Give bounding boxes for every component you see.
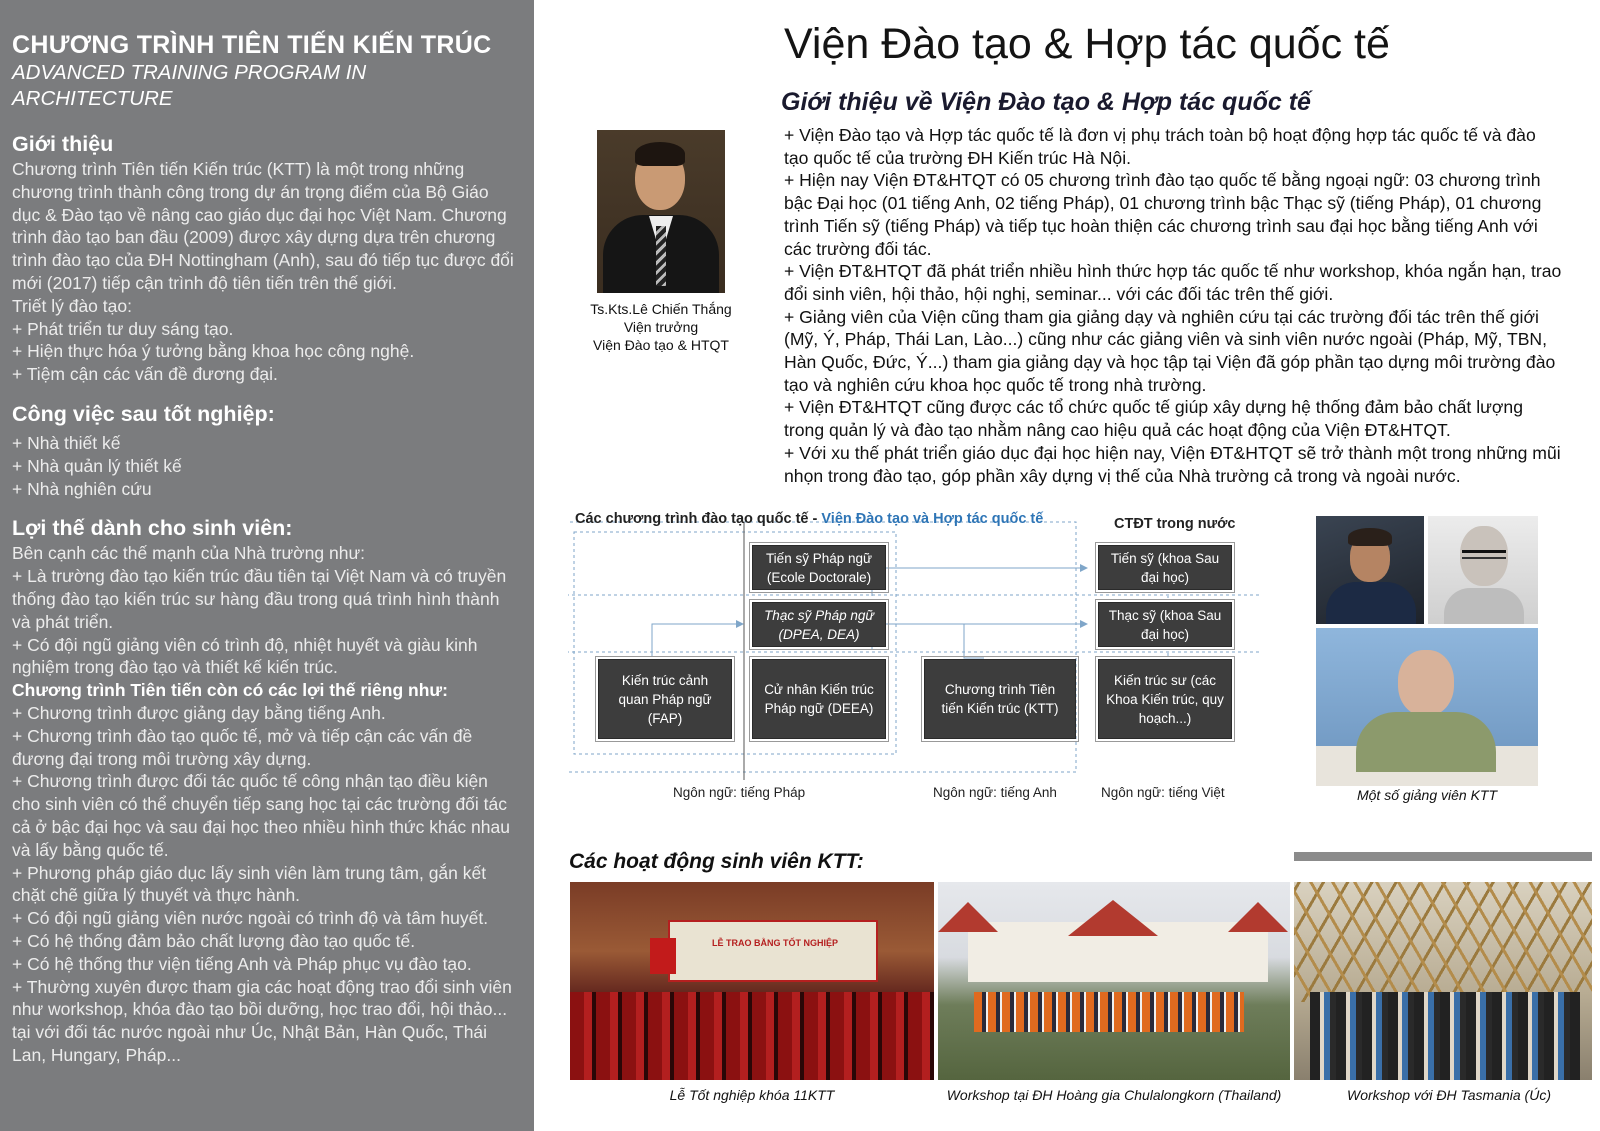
specific-heading: Chương trình Tiên tiến còn có các lợi thế riêng như: — [12, 680, 448, 701]
language-vietnamese: Ngôn ngữ: tiếng Việt — [1101, 785, 1225, 800]
language-english: Ngôn ngữ: tiếng Anh — [933, 785, 1057, 800]
box-deea: Cử nhân Kiến trúc Pháp ngữ (DEEA) — [752, 659, 886, 739]
advantage-item: Bên cạnh các thế mạnh của Nhà trường như: — [12, 543, 366, 564]
language-french: Ngôn ngữ: tiếng Pháp — [673, 785, 806, 800]
activities-title: Các hoạt động sinh viên KTT: — [569, 850, 864, 873]
programs-diagram — [568, 508, 1268, 808]
career-item: + Nhà nghiên cứu — [12, 478, 152, 499]
program-title-en: ADVANCED TRAINING PROGRAM IN ARCHITECTURE — [12, 61, 367, 110]
institute-intro — [784, 124, 1564, 487]
photo-caption: Lễ Tốt nghiệp khóa 11KTT — [669, 1087, 835, 1103]
graduation-photo — [570, 882, 934, 1080]
philosophy-line: + Phát triển tư duy sáng tạo. — [12, 318, 234, 339]
intro-paragraph: + Viện ĐT&HTQT cũng được các tổ chức quốc tế giúp xây dựng hệ thống đảm bảo chất lượng trong quản lý và đào tạo nhằm nâng cao hiệu quả các hoạt động của Viện ĐT&HTQT. — [784, 397, 1523, 441]
intro-paragraph: + Với xu thế phát triển giáo dục đại học hiện nay, Viện ĐT&HTQT sẽ trở thành một trong những mũi nhọn trong đào tạo, góp phần xây dựng vị thế của Nhà trường cả trong và ngoài nước. — [784, 442, 1561, 486]
box-phd-domestic: Tiến sỹ (khoa Sau đại học) — [1098, 545, 1232, 590]
lecturer-photo — [1316, 628, 1538, 786]
portrait-caption-org: Viện Đào tạo & HTQT — [593, 337, 729, 353]
intro-heading: Giới thiệu — [12, 132, 114, 156]
diagram-title-text: Các chương trình đào tạo quốc tế - — [575, 511, 822, 527]
advantages-heading: Lợi thế dành cho sinh viên: — [12, 516, 293, 541]
diagram-title — [575, 511, 1043, 527]
portrait-caption — [576, 300, 746, 354]
careers-heading: Công việc sau tốt nghiệp: — [12, 401, 275, 426]
workshop-tasmania-photo — [1294, 882, 1592, 1080]
advantage-item: + Có đội ngũ giảng viên có trình độ, nhiệt huyết và giàu kinh nghiệm trong đào tạo và thiết kế kiến trúc. — [12, 634, 478, 678]
lecturers-photos — [1316, 516, 1538, 786]
advantage-item: + Là trường đào tạo kiến trúc đầu tiên tại Việt Nam và có truyền thống đào tạo kiến trúc sư hàng đầu trong quá trình hình thành và phát triển. — [12, 566, 507, 632]
photo-caption: Workshop tại ĐH Hoàng gia Chulalongkorn (Thailand) — [946, 1087, 1282, 1103]
box-phd-french: Tiến sỹ Pháp ngữ (Ecole Doctorale) — [752, 545, 886, 590]
box-master-french: Thạc sỹ Pháp ngữ (DPEA, DEA) — [752, 602, 886, 647]
specific-item: + Chương trình được đối tác quốc tế công nhận tạo điều kiện cho sinh viên có thể chuyển tiếp sang học tại các trường đối tác cả ở bậc đại học và sau đại học theo nhiều hình thức khác nhau và lấy bằng quốc tế. — [12, 771, 510, 860]
lecturer-photo — [1428, 516, 1538, 624]
specific-item: + Có đội ngũ giảng viên nước ngoài có trình độ và tâm huyết. — [12, 908, 489, 929]
specific-item: + Có hệ thống thư viện tiếng Anh và Pháp phục vụ đào tạo. — [12, 953, 472, 974]
career-item: + Nhà quản lý thiết kế — [12, 455, 182, 476]
philosophy-line: Triết lý đào tạo: — [12, 295, 132, 316]
philosophy-line: + Hiện thực hóa ý tưởng bằng khoa học công nghệ. — [12, 341, 415, 362]
section-subtitle: Giới thiệu về Viện Đào tạo & Hợp tác quốc tế — [781, 88, 1311, 116]
box-ktt: Chương trình Tiên tiến Kiến trúc (KTT) — [924, 659, 1076, 739]
career-item: + Nhà thiết kế — [12, 432, 121, 453]
divider-bar — [1294, 852, 1592, 861]
specific-item: + Chương trình đào tạo quốc tế, mở và tiếp cận các vấn đề đương đại trong môi trường xây dựng. — [12, 725, 473, 769]
specific-item: + Phương pháp giáo dục lấy sinh viên làm trung tâm, gắn kết chặt chẽ giữa lý thuyết và thực hành. — [12, 862, 487, 906]
lecturer-photo — [1316, 516, 1424, 624]
graduation-banner-text: LỄ TRAO BẰNG TỐT NGHIỆP — [712, 938, 838, 948]
box-fap: Kiến trúc cảnh quan Pháp ngữ (FAP) — [598, 659, 732, 739]
page-title: Viện Đào tạo & Hợp tác quốc tế — [784, 20, 1390, 68]
box-master-domestic: Thạc sỹ (khoa Sau đại học) — [1098, 602, 1232, 647]
workshop-thailand-photo — [938, 882, 1290, 1080]
diagram-title-institute: Viện Đào tạo và Hợp tác quốc tế — [821, 511, 1044, 527]
domestic-title: CTĐT trong nước — [1114, 516, 1236, 532]
philosophy-line: + Tiệm cận các vấn đề đương đại. — [12, 364, 278, 385]
program-title-vi: CHƯƠNG TRÌNH TIÊN TIẾN KIẾN TRÚC — [12, 31, 492, 59]
portrait-caption-role: Viện trưởng — [623, 319, 699, 335]
director-portrait — [597, 130, 725, 293]
intro-paragraph: + Viện ĐT&HTQT đã phát triển nhiều hình thức hợp tác quốc tế như workshop, khóa ngắn hạn, trao đổi sinh viên, hội thảo, hội nghị, seminar... với các đối tác trên thế giới. — [784, 261, 1562, 304]
intro-paragraph: + Hiện nay Viện ĐT&HTQT có 05 chương trình đào tạo quốc tế bằng ngoại ngữ: 03 chương trình bậc Đại học (01 tiếng Anh, 02 tiếng Pháp), 01 chương trình bậc Thạc sỹ (tiếng Pháp), 01 chương trình Tiến sỹ (tiếng Pháp) và tiếp tục hoàn thiện các chương trình sau đại học bằng tiếng Anh với các trường đối tác. — [784, 170, 1542, 259]
specific-item: + Chương trình được giảng dạy bằng tiếng Anh. — [12, 702, 386, 723]
specific-item: + Thường xuyên được tham gia các hoạt động trao đổi sinh viên như workshop, khóa đào tạo bồi dưỡng, học trao đổi, hội thảo... tại với đối tác nước ngoài như Úc, Nhật Bản, Hàn Quốc, Thái Lan, Hungary, Pháp... — [12, 976, 512, 1065]
intro-text: Chương trình Tiên tiến Kiến trúc (KTT) là một trong những chương trình thành công trong dự án trọng điểm của Bộ Giáo dục & Đào tạo về nâng cao giáo dục đại học Việt Nam. Chương trình đào tạo ban đầu (2009) được xây dựng dựa trên chương trình đào tạo của ĐH Nottingham (Anh), sau đó tiếp tục được đổi mới (2017) tiếp cận trình độ tiên tiến trên thế giới. — [12, 159, 514, 293]
intro-paragraph: + Giảng viên của Viện cũng tham gia giảng dạy và nghiên cứu tại các trường đối tác trên thế giới (Mỹ, Ý, Pháp, Thái Lan, Lào...) cũng như các giảng viên và sinh viên nước ngoài (Pháp, Mỹ, TBN, Hàn Quốc, Đức, Ý...) tham gia giảng dạy và học tập tại Viện đã góp phần tạo dựng môi trường đào tạo và nghiên cứu khoa học quốc tế trong nhà trường. — [784, 306, 1556, 395]
photo-caption: Workshop với ĐH Tasmania (Úc) — [1347, 1087, 1551, 1103]
lecturers-caption: Một số giảng viên KTT — [1356, 787, 1498, 803]
specific-item: + Có hệ thống đảm bảo chất lượng đào tạo quốc tế. — [12, 930, 416, 951]
portrait-caption-name: Ts.Kts.Lê Chiến Thắng — [590, 301, 732, 317]
intro-paragraph: + Viện Đào tạo và Hợp tác quốc tế là đơn vị phụ trách toàn bộ hoạt động hợp tác quốc tế và đào tạo quốc tế của trường ĐH Kiến trúc Hà Nội. — [784, 125, 1536, 168]
box-architect-domestic: Kiến trúc sư (các Khoa Kiến trúc, quy hoạch...) — [1098, 659, 1232, 739]
left-panel — [0, 0, 534, 1131]
